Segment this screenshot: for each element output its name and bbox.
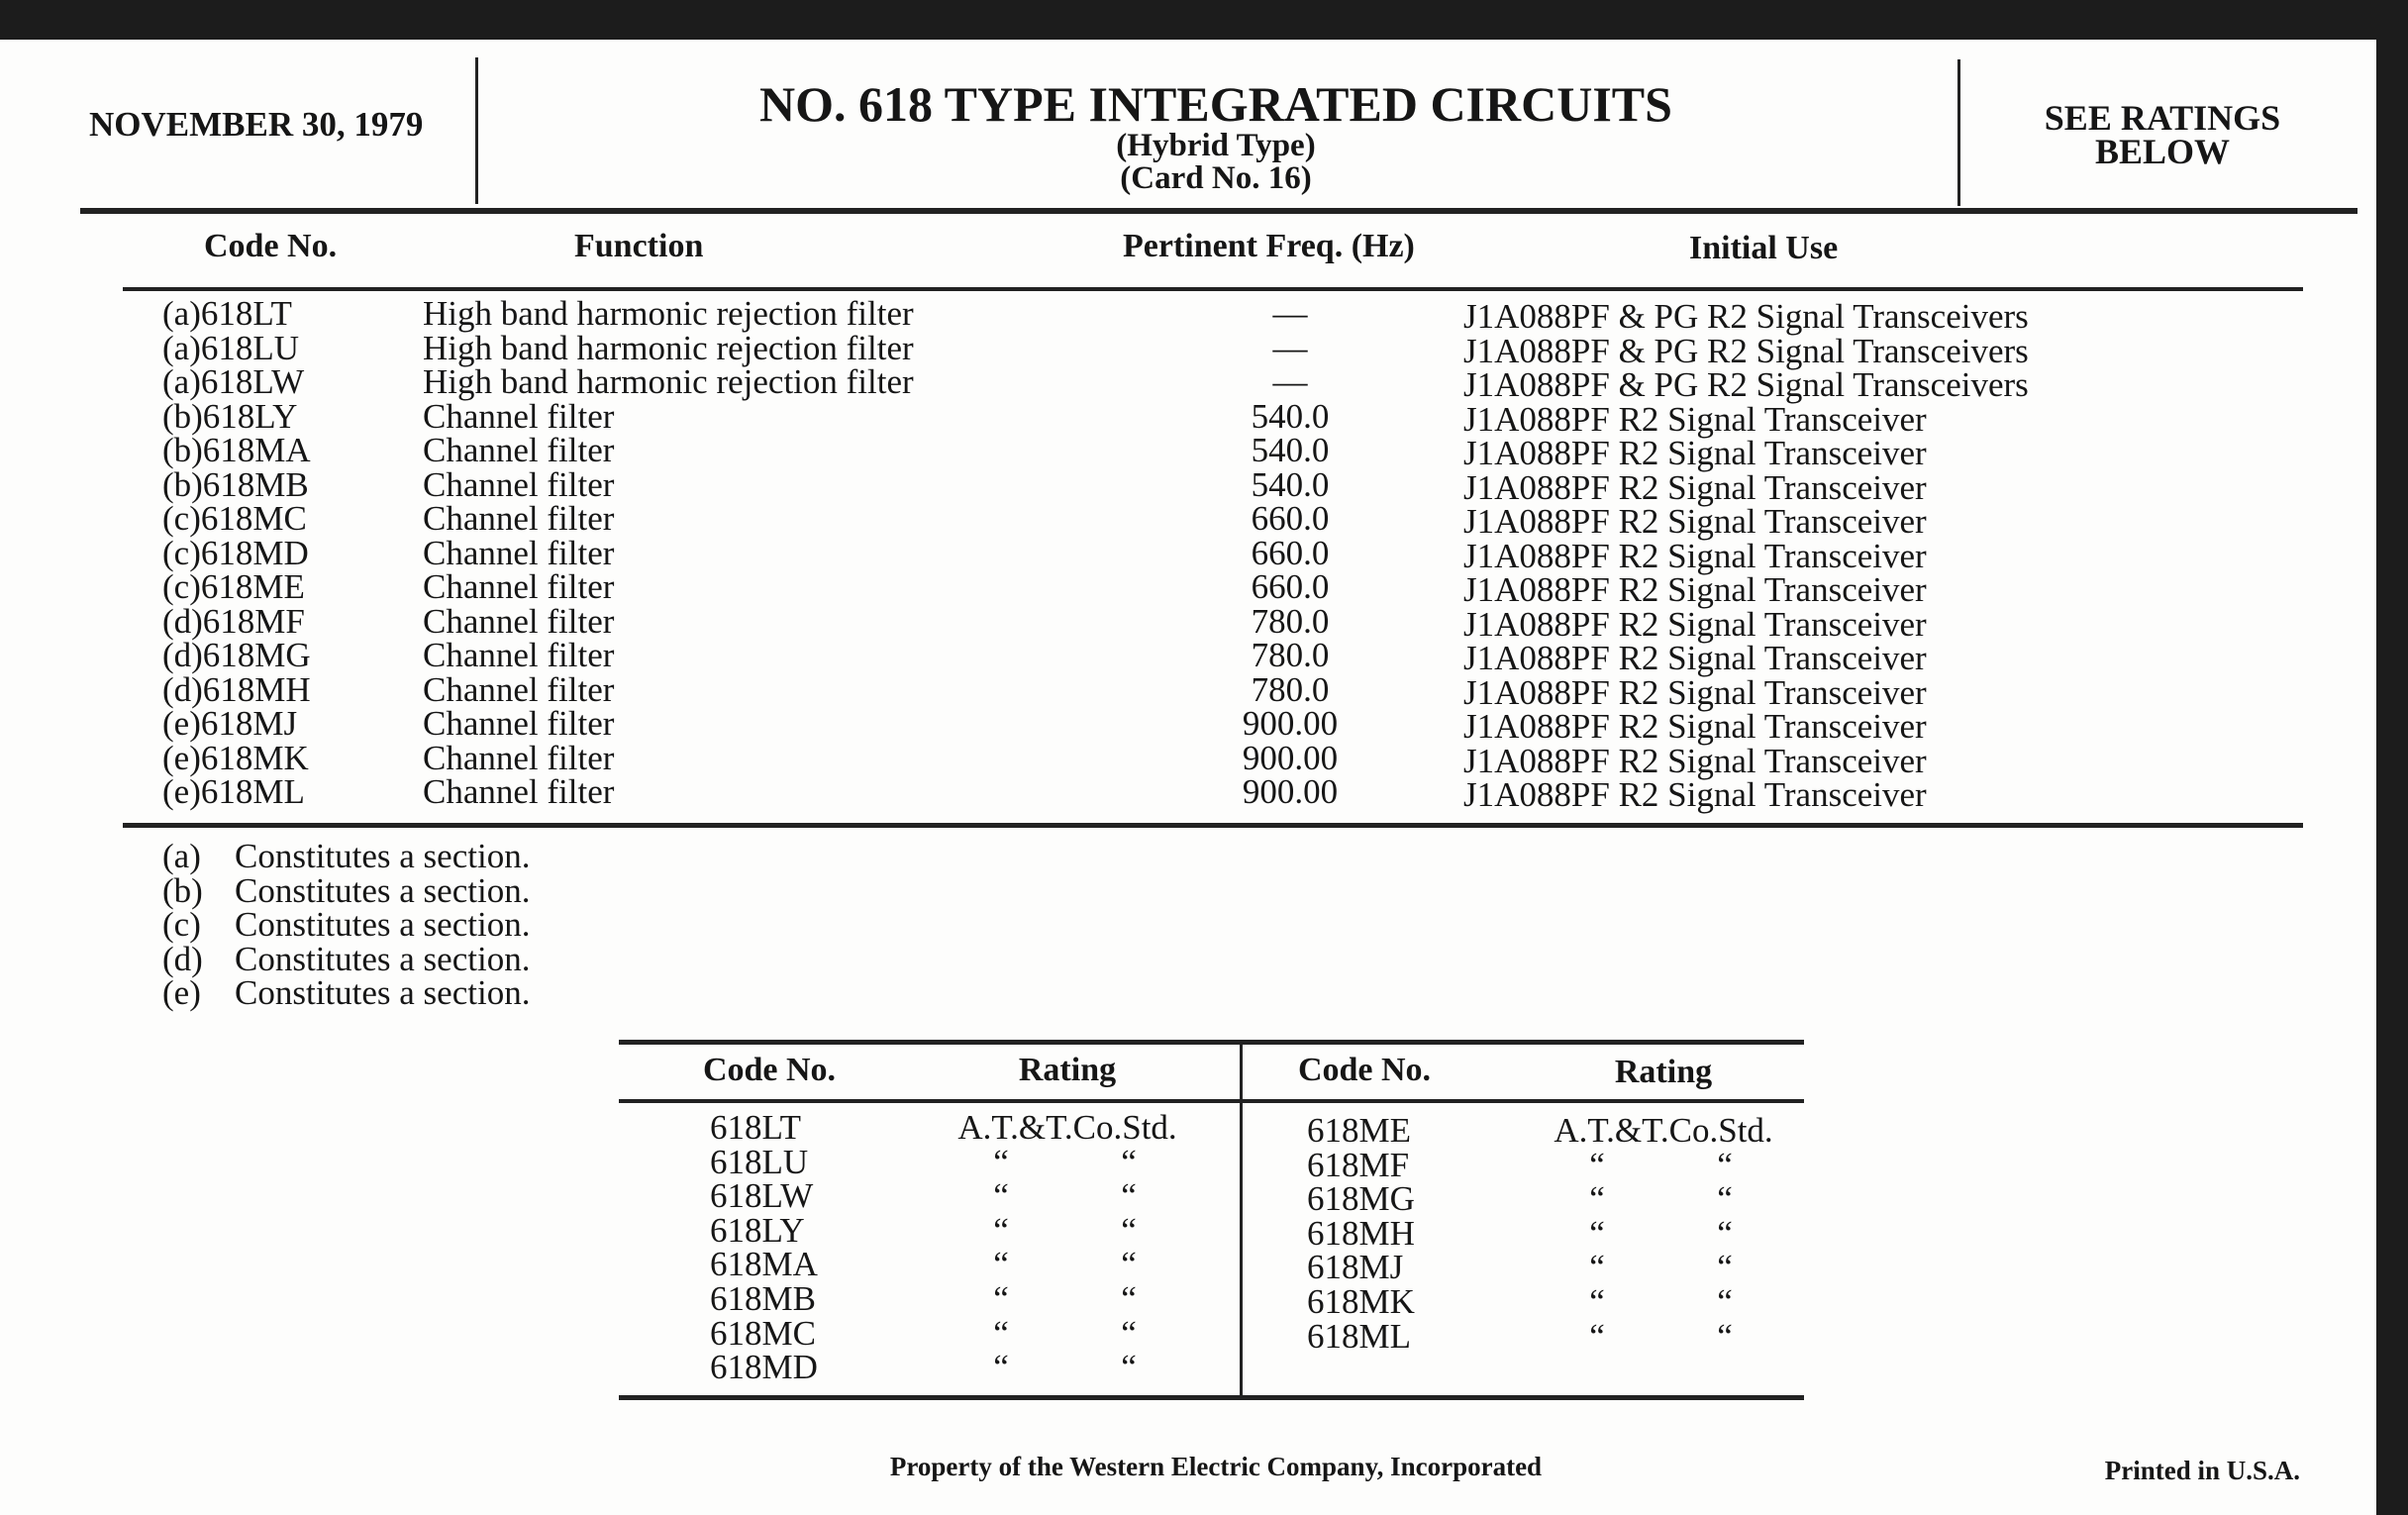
header-rule [80,208,2358,214]
ratings-code: 618MD [710,1348,818,1387]
rating-ditto: “ [1121,1142,1137,1181]
ratings-code: 618MG [1307,1179,1415,1219]
ratings-header-rating-left: Rating [1018,1052,1117,1088]
cell-code: (e)618ML [162,772,305,811]
footnote-text: Constitutes a section. [235,939,531,978]
rating-ditto: “ [1121,1313,1137,1353]
cell-use: J1A088PF R2 Signal Transceiver [1463,570,1927,609]
cell-function: Channel filter [423,396,615,436]
rating-ditto: “ [1717,1248,1733,1287]
rating-ditto: “ [993,1245,1009,1284]
column-header-use: Initial Use [1689,230,1839,266]
cell-code: (a)618LT [162,294,292,333]
rating-ditto: “ [1717,1282,1733,1321]
cell-freq: 540.0 [1251,396,1330,436]
cell-code: (c)618MC [162,499,307,538]
rating-ditto: “ [1589,1213,1605,1253]
cell-code: (b)618MA [162,431,311,469]
cell-function: High band harmonic rejection filter [423,362,914,401]
cell-code: (b)618MB [162,464,309,504]
cell-function: Channel filter [423,636,615,674]
cell-freq: 900.00 [1242,772,1339,811]
rating-ditto: “ [1121,1176,1137,1216]
cell-code: (e)618MK [162,738,309,777]
footnote-mark: (c) [162,905,201,944]
ratings-code: 618LW [710,1176,814,1216]
date: NOVEMBER 30, 1979 [89,105,424,144]
cell-use: J1A088PF R2 Signal Transceiver [1463,434,1927,472]
ratings-top-rule [619,1040,1804,1045]
rating-ditto: “ [1589,1179,1605,1219]
cell-function: Channel filter [423,464,615,504]
cell-freq: 900.00 [1242,704,1339,743]
cell-use: J1A088PF R2 Signal Transceiver [1463,502,1927,541]
ratings-code: 618MH [1307,1213,1415,1253]
column-header-function: Function [574,228,704,264]
ratings-code: 618LU [710,1142,809,1181]
cell-function: Channel filter [423,533,615,572]
rating-value: A.T.&T.Co.Std. [957,1108,1177,1147]
ratings-center-divider [1240,1042,1243,1400]
cell-code: (d)618MH [162,669,311,709]
cell-freq: — [1272,294,1308,333]
cell-freq: 780.0 [1251,669,1330,709]
rating-value: A.T.&T.Co.Std. [1554,1111,1773,1150]
rating-ditto: “ [993,1313,1009,1353]
footnote-mark: (e) [162,973,201,1012]
cell-freq: 900.00 [1242,738,1339,777]
rating-ditto: “ [993,1279,1009,1318]
header-divider-right [1957,59,1960,206]
cell-code: (a)618LW [162,362,305,401]
column-header-rule [123,287,2303,291]
cell-freq: 780.0 [1251,636,1330,674]
cell-freq: 540.0 [1251,464,1330,504]
cell-code: (d)618MF [162,601,305,641]
ratings-note-line2: BELOW [2094,132,2231,171]
rating-ditto: “ [1589,1316,1605,1356]
rating-ditto: “ [1717,1145,1733,1184]
page-title: NO. 618 TYPE INTEGRATED CIRCUITS [759,76,1672,132]
ratings-code: 618MJ [1307,1248,1404,1287]
cell-freq: 660.0 [1251,567,1330,606]
ratings-header-code-right: Code No. [1297,1052,1432,1088]
subtitle-card: (Card No. 16) [1120,160,1312,196]
rating-ditto: “ [1717,1316,1733,1356]
rating-ditto: “ [993,1176,1009,1216]
cell-freq: 780.0 [1251,601,1330,641]
rating-ditto: “ [1589,1282,1605,1321]
cell-freq: 540.0 [1251,431,1330,469]
cell-freq: — [1272,328,1308,367]
cell-use: J1A088PF & PG R2 Signal Transceivers [1463,331,2029,370]
ratings-header-rule [619,1099,1804,1103]
cell-use: J1A088PF & PG R2 Signal Transceivers [1463,297,2029,336]
ratings-code: 618MC [710,1313,816,1353]
ratings-code: 618MK [1307,1282,1415,1321]
footnote-mark: (a) [162,837,201,875]
cell-use: J1A088PF R2 Signal Transceiver [1463,639,1927,677]
ratings-header-code-left: Code No. [702,1052,837,1088]
cell-function: Channel filter [423,499,615,538]
header-divider-left [475,57,478,204]
rating-ditto: “ [1121,1348,1137,1387]
ratings-bottom-rule [619,1395,1804,1400]
rating-ditto: “ [1121,1279,1137,1318]
footer-property: Property of the Western Electric Company, Incorporated [889,1452,1543,1481]
column-header-code: Code No. [204,228,338,264]
ratings-note-line1: SEE RATINGS [2044,98,2281,138]
footnote-text: Constitutes a section. [235,837,531,875]
cell-use: J1A088PF R2 Signal Transceiver [1463,604,1927,644]
cell-code: (d)618MG [162,636,311,674]
ratings-code: 618MB [710,1279,816,1318]
cell-function: High band harmonic rejection filter [423,294,914,333]
column-header-freq: Pertinent Freq. (Hz) [1123,228,1415,264]
cell-code: (b)618LY [162,396,298,436]
cell-function: Channel filter [423,431,615,469]
ratings-code: 618LY [710,1210,805,1250]
cell-freq: 660.0 [1251,499,1330,538]
rating-ditto: “ [993,1210,1009,1250]
footnote-mark: (d) [162,939,203,978]
rating-ditto: “ [1589,1145,1605,1184]
rating-ditto: “ [993,1142,1009,1181]
footnote-text: Constitutes a section. [235,905,531,944]
cell-code: (c)618MD [162,533,309,572]
table-bottom-rule [123,823,2303,828]
ratings-code: 618LT [710,1108,802,1147]
rating-ditto: “ [1717,1213,1733,1253]
cell-function: Channel filter [423,772,615,811]
cell-use: J1A088PF R2 Signal Transceiver [1463,672,1927,712]
cell-freq: — [1272,362,1308,401]
cell-use: J1A088PF R2 Signal Transceiver [1463,536,1927,575]
cell-function: Channel filter [423,738,615,777]
rating-ditto: “ [1121,1210,1137,1250]
ratings-code: 618MA [710,1245,818,1284]
cell-use: J1A088PF R2 Signal Transceiver [1463,467,1927,507]
cell-use: J1A088PF R2 Signal Transceiver [1463,775,1927,814]
cell-function: High band harmonic rejection filter [423,328,914,367]
cell-code: (a)618LU [162,328,300,367]
rating-ditto: “ [1717,1179,1733,1219]
subtitle-type: (Hybrid Type) [1116,128,1316,163]
ratings-code: 618MF [1307,1145,1410,1184]
ratings-code: 618ML [1307,1316,1411,1356]
cell-use: J1A088PF R2 Signal Transceiver [1463,741,1927,780]
cell-use: J1A088PF R2 Signal Transceiver [1463,707,1927,746]
footnote-mark: (b) [162,870,203,910]
ratings-code: 618ME [1307,1111,1411,1150]
footnote-text: Constitutes a section. [235,973,531,1012]
cell-code: (c)618ME [162,567,305,606]
cell-freq: 660.0 [1251,533,1330,572]
cell-code: (e)618MJ [162,704,298,743]
ratings-header-rating-right: Rating [1614,1054,1713,1090]
cell-function: Channel filter [423,567,615,606]
cell-use: J1A088PF & PG R2 Signal Transceivers [1463,365,2029,404]
rating-ditto: “ [1589,1248,1605,1287]
cell-function: Channel filter [423,669,615,709]
cell-use: J1A088PF R2 Signal Transceiver [1463,399,1927,439]
cell-function: Channel filter [423,601,615,641]
cell-function: Channel filter [423,704,615,743]
footer-printed: Printed in U.S.A. [2104,1456,2300,1485]
rating-ditto: “ [1121,1245,1137,1284]
rating-ditto: “ [993,1348,1009,1387]
footnote-text: Constitutes a section. [235,870,531,910]
